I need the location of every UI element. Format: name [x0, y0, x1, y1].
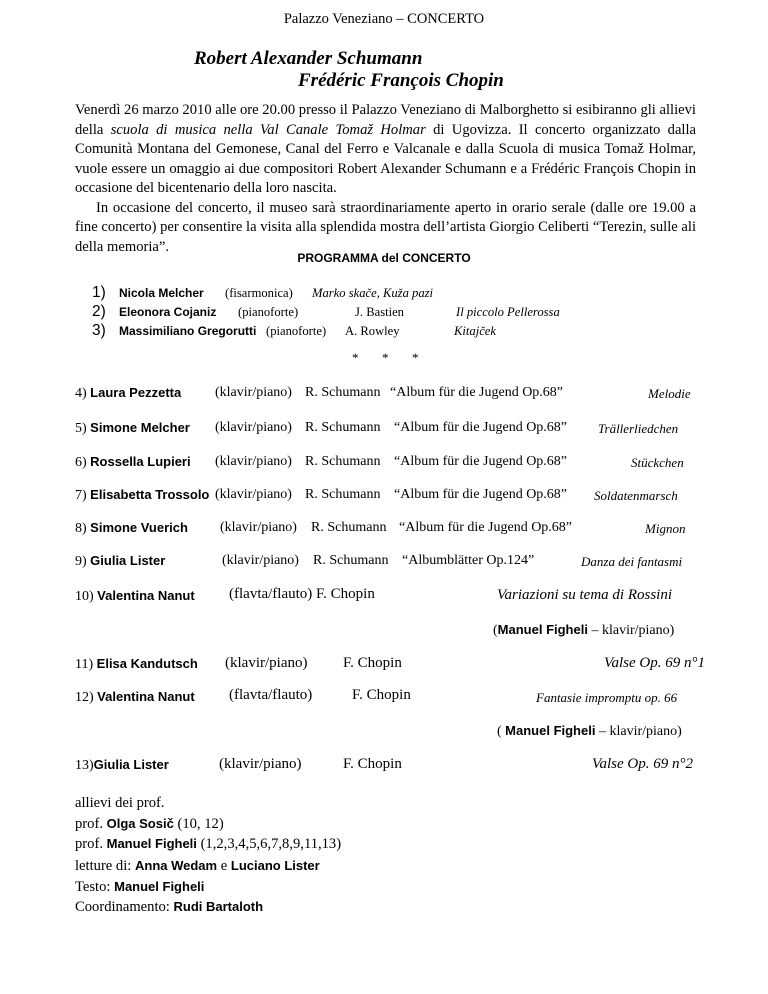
paren: (	[493, 623, 498, 638]
performer-name: Valentina Nanut	[97, 588, 195, 603]
accompanist-name: Manuel Figheli	[505, 723, 596, 738]
piece: Trällerliedchen	[598, 421, 679, 436]
piece: Valse Op. 69 n°2	[592, 756, 693, 772]
item-number: 1)	[92, 284, 106, 301]
work: “Album für die Jugend Op.68”	[390, 385, 564, 400]
performer-name: Massimiliano Gregorutti	[119, 324, 257, 338]
coordinator-name: Rudi Bartaloth	[173, 899, 264, 914]
work: “Album für die Jugend Op.68”	[399, 520, 573, 535]
instrument-composer: (flavta/flauto) F. Chopin	[229, 586, 375, 602]
instrument: (pianoforte)	[238, 305, 299, 319]
teacher-name: Olga Sosič	[106, 815, 174, 831]
work: “Album für die Jugend Op.68”	[394, 487, 568, 502]
piece: Mignon	[645, 521, 686, 536]
work: “Album für die Jugend Op.68”	[394, 420, 568, 435]
accompanist-role: – klavir/piano)	[595, 724, 682, 739]
teacher-items: (1,2,3,4,5,6,7,8,9,11,13)	[196, 836, 342, 852]
text-author: Manuel Figheli	[114, 878, 205, 894]
reader-name: Anna Wedam	[134, 858, 218, 873]
piece: Valse Op. 69 n°1	[604, 655, 705, 671]
readings-label: letture di:	[75, 858, 135, 874]
title-schumann: Robert Alexander Schumann	[194, 48, 423, 69]
item-number: 8)	[75, 521, 87, 536]
composer: J. Bastien	[355, 305, 404, 319]
performer-name: Simone Vuerich	[90, 520, 188, 535]
intro-text	[75, 101, 696, 257]
programme-title: PROGRAMMA del CONCERTO	[297, 251, 471, 265]
composer: R. Schumann	[305, 454, 381, 469]
coordination-label: Coordinamento:	[75, 899, 174, 915]
piece: Il piccolo Pellerossa	[456, 305, 560, 319]
instrument: (pianoforte)	[266, 324, 327, 338]
piece: Melodie	[648, 386, 691, 401]
instrument: (klavir/piano)	[225, 655, 308, 671]
instrument: (klavir/piano)	[215, 420, 292, 435]
piece: Fantasie impromptu op. 66	[536, 690, 678, 705]
credits-block	[75, 856, 320, 918]
instrument: (klavir/piano)	[222, 553, 299, 568]
teacher-items: (10, 12)	[173, 815, 224, 832]
star: *	[382, 350, 389, 365]
star: *	[352, 350, 359, 365]
composer: R. Schumann	[311, 520, 387, 535]
page-header: Palazzo Veneziano – CONCERTO	[283, 11, 485, 27]
piece: Kitajček	[454, 324, 496, 338]
piece: Soldatenmarsch	[594, 488, 678, 503]
instrument: (klavir/piano)	[215, 487, 292, 502]
conjunction: e	[217, 858, 231, 874]
paragraph-1-part-2: di Ugovizza. Il concerto organizzato dalla Comunità Montana del Gemonese, Canal del Ferro e Valcanale e dalla Scuola di musica Tomaž Holmar, vuole essere un omaggio ai due compositori Robert Alexander Schumann e a Frédéric François Chopin in occasione del bicentenario della loro nascita.	[75, 121, 697, 196]
work: “Albumblätter Op.124”	[402, 553, 535, 568]
readings-line	[75, 856, 320, 877]
item-number: 6)	[75, 455, 87, 470]
performer-name: Elisabetta Trossolo	[90, 487, 210, 502]
composer: F. Chopin	[343, 756, 402, 772]
coordination-line	[75, 897, 320, 918]
item-number: 5)	[75, 421, 87, 436]
performer-name: Simone Melcher	[90, 420, 190, 435]
accompanist-name: Manuel Figheli	[497, 622, 588, 637]
prof-prefix: prof.	[75, 836, 107, 852]
reader-name: Luciano Lister	[230, 858, 320, 873]
performer-name: Giulia Lister	[90, 553, 166, 568]
instrument: (fisarmonica)	[225, 286, 293, 300]
performer-name: Laura Pezzetta	[90, 385, 182, 400]
composer: R. Schumann	[305, 487, 381, 502]
teacher-2	[75, 834, 341, 855]
composer: R. Schumann	[305, 420, 381, 435]
instrument: (flavta/flauto)	[229, 687, 313, 703]
item-number: 12)	[75, 690, 94, 705]
item-number: 11)	[75, 657, 94, 672]
piece: Marko skače, Kuža pazi	[312, 286, 434, 300]
piece: Variazioni su tema di Rossini	[497, 587, 673, 603]
separator-stars	[352, 350, 442, 366]
composer: A. Rowley	[345, 324, 400, 338]
composer: R. Schumann	[313, 553, 389, 568]
teachers-label: allievi dei prof.	[75, 795, 165, 811]
composer: F. Chopin	[352, 687, 411, 703]
performer-name: Valentina Nanut	[97, 689, 195, 704]
teacher-1	[75, 814, 341, 835]
performer-name: Elisa Kandutsch	[96, 656, 198, 671]
item-number: 2)	[92, 303, 106, 320]
item-number: 7)	[75, 488, 87, 503]
instrument: (klavir/piano)	[219, 756, 302, 772]
performer-name: Eleonora Cojaniz	[119, 305, 217, 319]
text-label: Testo:	[75, 878, 115, 895]
item-number: 9)	[75, 554, 87, 569]
instrument: (klavir/piano)	[215, 385, 292, 400]
teachers-block	[75, 794, 341, 855]
item-number: 13)	[75, 758, 94, 773]
performer-name: Giulia Lister	[93, 757, 169, 772]
performer-name: Rossella Lupieri	[90, 454, 191, 469]
piece: Danza dei fantasmi	[581, 554, 683, 569]
accompanist-role: – klavir/piano)	[587, 623, 675, 638]
item-number: 4)	[75, 386, 87, 401]
instrument: (klavir/piano)	[215, 454, 292, 469]
star: *	[412, 350, 419, 365]
performer-name: Nicola Melcher	[119, 286, 204, 300]
composer: R. Schumann	[305, 385, 381, 400]
item-number: 3)	[92, 322, 106, 339]
instrument: (klavir/piano)	[220, 520, 297, 535]
work: “Album für die Jugend Op.68”	[394, 454, 568, 469]
piece: Stückchen	[631, 455, 684, 470]
teacher-name: Manuel Figheli	[106, 836, 197, 851]
text-line	[75, 877, 320, 898]
paren: (	[497, 724, 506, 739]
title-chopin: Frédéric François Chopin	[298, 70, 504, 91]
item-number: 10)	[75, 589, 94, 604]
intro-paragraph-1	[75, 101, 696, 199]
accompanist-note	[497, 723, 682, 740]
composer: F. Chopin	[343, 655, 402, 671]
accompanist-note	[493, 622, 674, 639]
intro-paragraph-2: In occasione del concerto, il museo sarà straordinariamente aperto in orario serale (dalle ore 19.00 a fine concerto) per consentire la visita alla splendida mostra dell’artista Giorgio Celiberti “Terezin, sulle ali della memoria”.	[75, 199, 696, 255]
school-name: scuola di musica nella Val Canale Tomaž Holmar	[110, 121, 426, 138]
paragraph-1-part-1: Venerdì 26 marzo 2010 alle ore 20.00 presso il Palazzo Veneziano di Malborghetto si esibiranno gli allievi della	[75, 102, 696, 138]
prof-prefix: prof.	[75, 815, 107, 832]
